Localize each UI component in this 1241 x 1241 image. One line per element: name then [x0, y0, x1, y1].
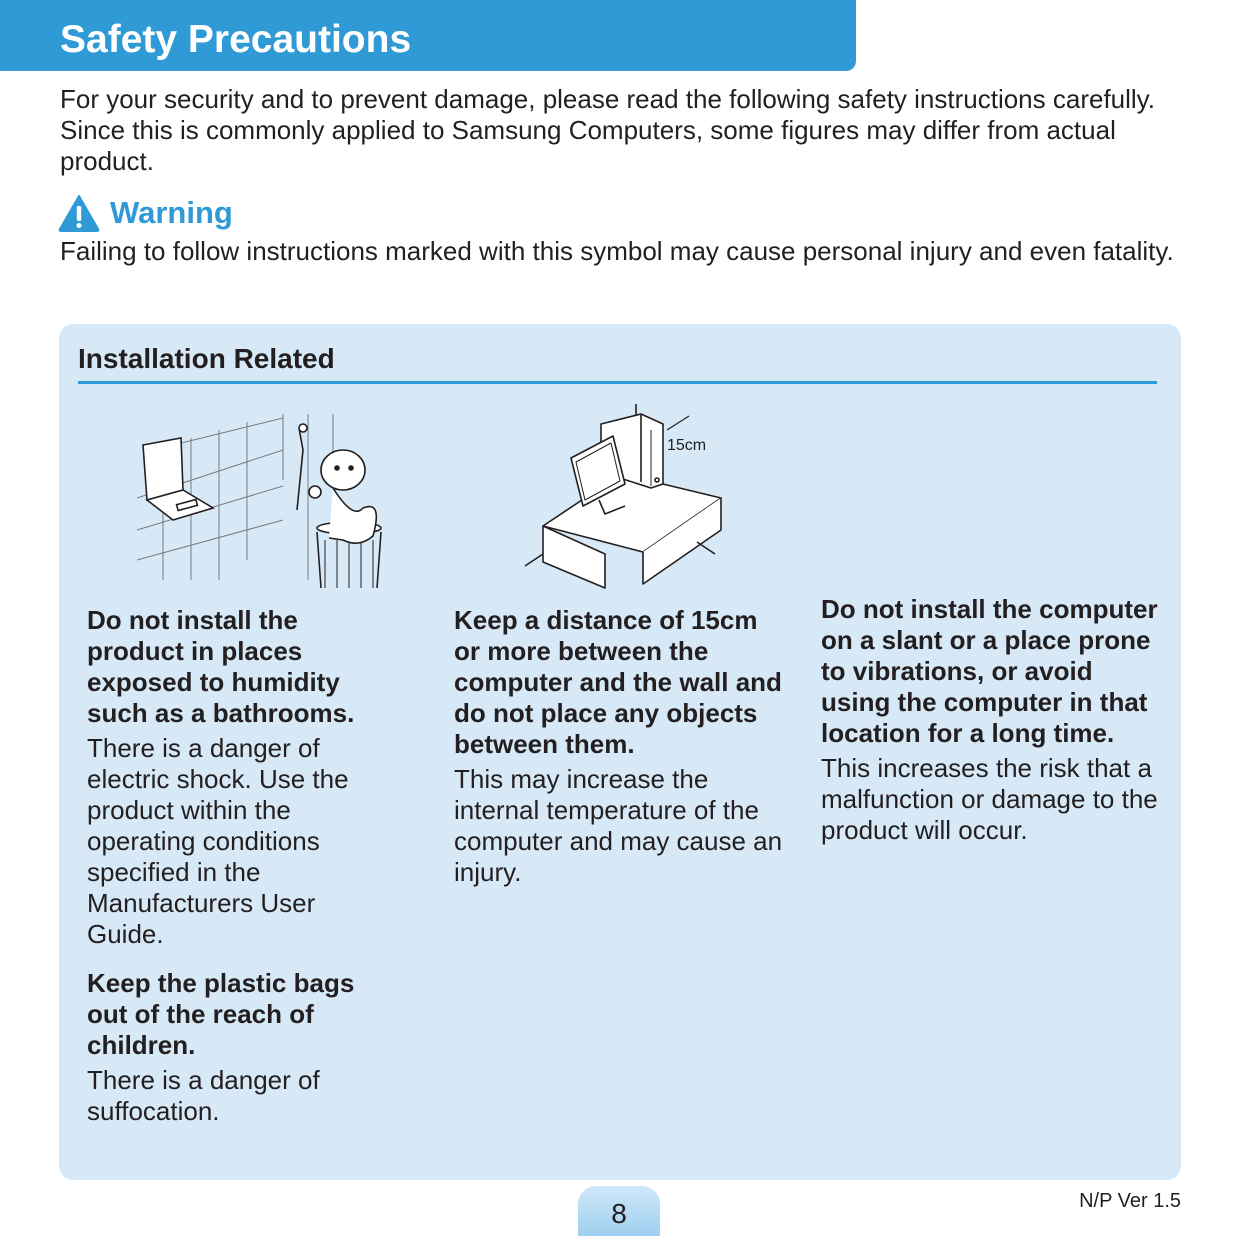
column-slant [821, 594, 1161, 846]
version-label: N/P Ver 1.5 [1079, 1190, 1181, 1212]
item-heading: Keep a distance of 15cm or more between the computer and the wall and do not place any objects between them. [454, 605, 782, 759]
wall-distance-illustration [521, 402, 771, 596]
item-body: This increases the risk that a malfunction or damage to the product will occur. [821, 753, 1158, 845]
page-title: Safety Precautions [60, 18, 412, 61]
column-wall-distance [454, 605, 784, 888]
distance-label: 15cm [667, 437, 707, 454]
title-banner [0, 0, 856, 71]
warning-text: Failing to follow instructions marked with this symbol may cause personal injury and even fatality. [60, 236, 1174, 266]
section-title: Installation Related [78, 343, 335, 374]
page-number-tab [578, 1186, 660, 1236]
bathroom-humidity-illustration [133, 410, 393, 588]
page-number: 8 [611, 1198, 627, 1229]
item-heading: Do not install the computer on a slant or a place prone to vibrations, or avoid using the computer in that location for a long time. [821, 594, 1158, 748]
section-divider [78, 381, 1157, 384]
intro-text: For your security and to prevent damage, please read the following safety instructions carefully. Since this is commonly applied to Samsung Computers, some figures may differ from actual product. [60, 84, 1155, 176]
item-heading: Do not install the product in places exposed to humidity such as a bathrooms. [87, 605, 355, 728]
warning-heading [58, 194, 233, 232]
column-humidity [87, 605, 397, 1127]
installation-panel [59, 324, 1181, 1180]
item-body: This may increase the internal temperature of the computer and may cause an injury. [454, 764, 783, 887]
item-body: There is a danger of suffocation. [87, 1065, 320, 1126]
item-body: There is a danger of electric shock. Use the product within the operating conditions specified in the Manufacturers User Guide. [87, 733, 349, 949]
warning-triangle-icon [58, 194, 100, 232]
item-heading: Keep the plastic bags out of the reach of children. [87, 968, 355, 1060]
warning-label: Warning [110, 195, 233, 230]
